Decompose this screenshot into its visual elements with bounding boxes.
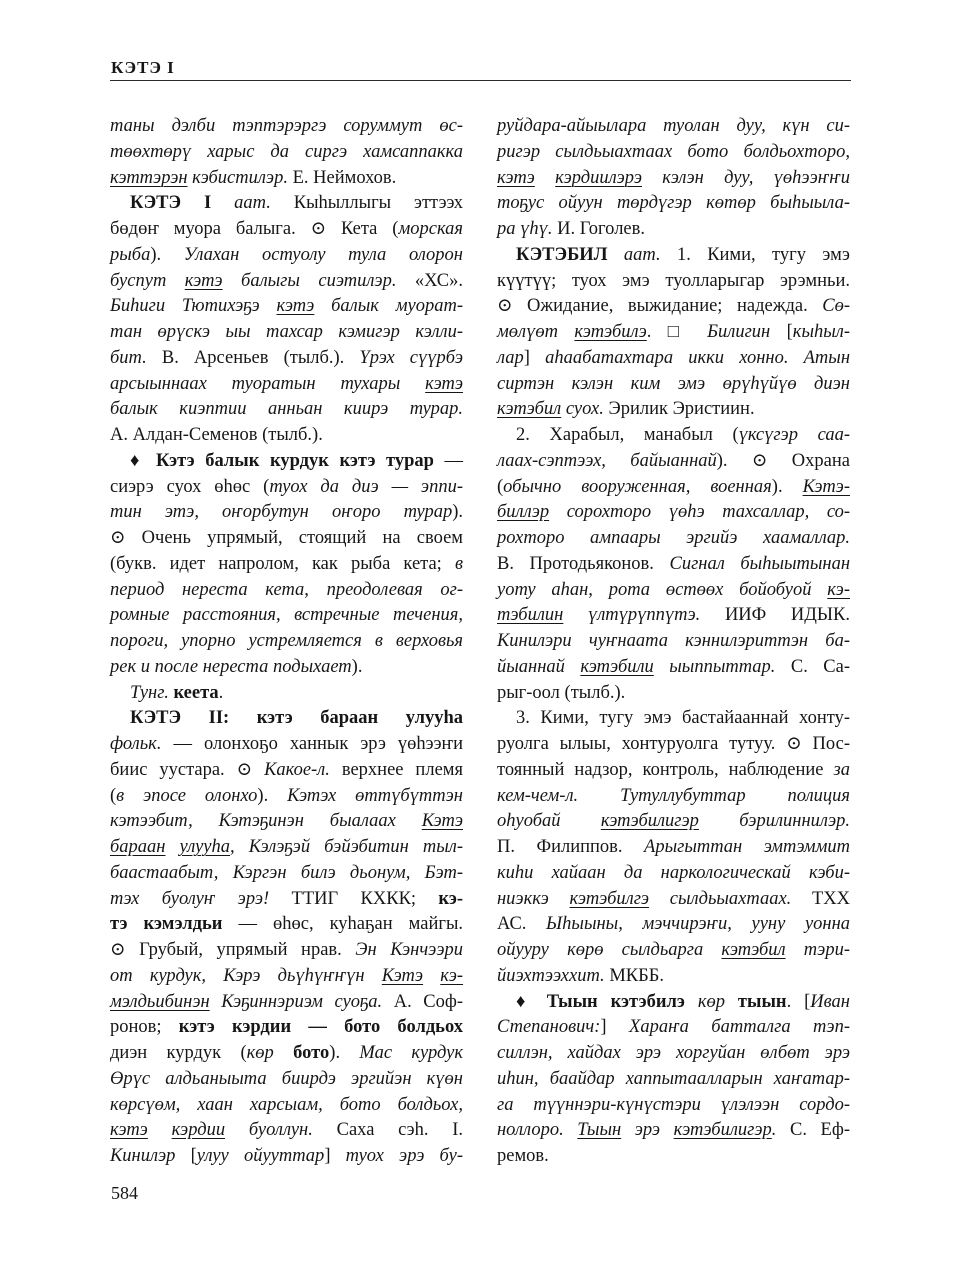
italic-text: таны дэлби тэптэрэргэ соруммут өс- <box>110 116 463 136</box>
text-run: В. Протодьяконов. <box>497 553 670 574</box>
paragraph <box>110 114 463 191</box>
text-run: сиэрэ суох өһөс ( <box>110 476 270 497</box>
italic-text: аат. <box>211 193 271 214</box>
paragraph <box>110 191 463 449</box>
left-column <box>110 114 463 1170</box>
text-line <box>497 1067 850 1093</box>
text-run: ронов; <box>110 1017 179 1038</box>
text-line <box>110 294 463 320</box>
text-run: ). <box>329 1043 360 1063</box>
text-run: А. Алдан-Семенов (тылб.). <box>110 425 323 445</box>
italic-text: лар <box>497 347 524 368</box>
text-line <box>110 1015 463 1041</box>
text-run: ] <box>523 347 546 368</box>
text-line <box>497 1118 850 1144</box>
italic-text <box>423 966 440 986</box>
italic-text: улуу ойууттар <box>196 1146 325 1166</box>
paragraph <box>497 243 850 423</box>
italic-text: Үрэх сүүрбэ <box>359 347 463 368</box>
text-run: ). <box>257 785 288 806</box>
underlined-word: Тыын <box>577 1120 622 1141</box>
italic-text: Кэҕиннэриэм суоҕа. <box>209 991 383 1012</box>
text-line <box>497 526 850 552</box>
underlined-word: тэбилин <box>497 605 564 626</box>
underlined-word: кэ- <box>827 579 850 600</box>
italic-text: Хараҥа батталга тэп- <box>629 1017 850 1038</box>
text-line <box>110 655 463 681</box>
text-run: . <box>218 682 224 703</box>
text-line <box>497 140 850 166</box>
text-line <box>497 835 850 861</box>
text-line <box>110 912 463 938</box>
underlined-word: кэтэ <box>110 1120 148 1141</box>
italic-text: ра үһү. <box>497 219 553 239</box>
italic-text: төөхтөрү харыс да сиргэ хамсаппакка <box>110 141 463 162</box>
italic-text: балык муорат- <box>314 296 463 317</box>
text-run <box>578 786 620 806</box>
italic-text: бэрилиннилэр. <box>698 811 850 832</box>
text-line <box>497 166 850 192</box>
paragraph <box>110 681 463 707</box>
italic-text: рохторо ампаары эргийэ хаамаллар. <box>497 528 850 548</box>
bold-text: ♦ Тыын кэтэбилэ <box>516 991 685 1012</box>
text-line <box>497 372 850 398</box>
italic-text: тоҕус ойуун төрдүгэр көтөр быһыыла- <box>497 193 850 214</box>
italic-text: сиртэн кэлэн ким эмэ өрүһүйүө диэн <box>497 373 850 394</box>
text-line <box>110 938 463 964</box>
text-line <box>110 552 463 578</box>
italic-text: көр <box>697 991 725 1012</box>
italic-text: ниэккэ <box>497 888 570 909</box>
text-run: ТХХ <box>791 888 850 909</box>
italic-text: Тутуллубуттар полиция <box>620 785 850 806</box>
text-line <box>110 681 463 707</box>
text-line <box>110 140 463 166</box>
text-line <box>110 397 463 423</box>
italic-text: . <box>771 1120 777 1141</box>
running-head: КЭТЭ I <box>111 58 175 77</box>
underlined-word: кэрдиилэрэ <box>555 167 642 188</box>
italic-text: в <box>454 553 463 574</box>
text-line <box>497 887 850 913</box>
underlined-word: кэтэ <box>425 373 463 394</box>
text-run: — <box>433 450 464 471</box>
text-run: . □ <box>646 322 708 342</box>
text-run: ТТИГ КХКК; <box>269 888 439 909</box>
text-line <box>497 500 850 526</box>
italic-text: рек и после нереста подыхает <box>110 656 352 677</box>
text-run: 1. Кими, тугу эмэ <box>660 244 850 265</box>
text-line <box>110 964 463 990</box>
italic-text: Ыһыыны, мэччирэҥи, ууну уонна <box>546 914 851 935</box>
italic-text: тин этэ, оҥорбутун оҥоро турар <box>110 502 453 523</box>
text-run: ). <box>452 502 463 523</box>
right-column <box>497 114 850 1170</box>
text-run: 2. Харабыл, манабыл ( <box>516 425 739 445</box>
italic-text: , Кэлэҕэй бэйэбитин тыл- <box>230 837 464 857</box>
underlined-word: кэтэбилигэр <box>600 811 699 832</box>
italic-text: Какое-л. <box>264 759 330 780</box>
italic-text: Кинилэри чуҥнаата кэннилэриттэн ба- <box>497 631 850 651</box>
italic-text: от курдук, Кэрэ дьүһүҥҥүн <box>110 965 382 986</box>
underlined-word: кэттэрэн <box>110 167 188 188</box>
text-run: руолга ылыы, хонтуруолга тутуу. ⊙ Пос- <box>497 734 850 754</box>
underlined-word: Кэтэ <box>421 811 463 832</box>
italic-text: Өрүс алдьаныыта биирдэ эргийэн күөн <box>110 1068 463 1089</box>
paragraph <box>110 706 463 1170</box>
italic-text: йиэхтээххит. <box>497 965 605 986</box>
text-line <box>110 1118 463 1144</box>
text-line <box>110 784 463 810</box>
text-run: 3. Кими, тугу эмэ бастайааннай хонту- <box>516 708 850 729</box>
italic-text: Степанович: <box>497 1017 601 1038</box>
text-line <box>110 1067 463 1093</box>
bold-text: кэ- <box>438 888 463 909</box>
text-run: ремов. <box>497 1146 549 1166</box>
italic-text: оһуобай <box>497 811 601 832</box>
italic-text: морская <box>398 219 463 239</box>
text-run: А. Соф- <box>382 991 463 1012</box>
text-run: верхнее племя <box>329 759 463 780</box>
italic-text <box>165 837 179 857</box>
text-line <box>110 320 463 346</box>
underlined-word: кэтэбилэ <box>574 322 647 342</box>
text-run <box>725 992 738 1012</box>
italic-text: силлэн, хайдах эрэ хоргуйан өлбөт эрэ <box>497 1043 850 1063</box>
italic-text: үксүгэр саа- <box>738 425 850 445</box>
text-line <box>110 166 463 192</box>
italic-text: балыгы сиэтилэр. <box>222 270 397 291</box>
italic-text: буспут <box>110 270 185 291</box>
bold-text: ♦ Кэтэ балык курдук кэтэ турар <box>130 450 434 471</box>
text-run: В. Арсеньев (тылб.). <box>146 347 360 368</box>
text-line <box>497 578 850 604</box>
text-line <box>110 475 463 501</box>
italic-text: иһин, баайдар хаппытаалларын хаҥатар- <box>497 1068 850 1089</box>
underlined-word: кэтэбилгэ <box>569 888 650 909</box>
italic-text: сылдьыахтаах. <box>649 888 792 909</box>
text-line <box>497 475 850 501</box>
text-line <box>110 372 463 398</box>
italic-text: аат. <box>607 244 661 265</box>
italic-text: кем-чем-л. <box>497 785 579 806</box>
italic-text: тэри- <box>785 940 850 960</box>
bold-text: КЭТЭ II: кэтэ бараан улууһа <box>130 708 463 729</box>
bold-text: бото <box>293 1043 330 1063</box>
text-line <box>110 500 463 526</box>
italic-text: кэбистилэр. <box>187 167 288 188</box>
paragraph <box>497 114 850 243</box>
text-run: ). <box>150 244 184 265</box>
text-run: «ХС». <box>396 270 464 291</box>
italic-text: көрсүөм, хаан харсыам, бото болдьох, <box>110 1094 463 1115</box>
text-run: ⊙ Ожидание, выжидание; надежда. <box>497 296 823 317</box>
text-run: биис уустара. ⊙ <box>110 759 265 780</box>
italic-text: Иван <box>810 991 850 1012</box>
italic-text: бит. <box>110 347 147 368</box>
text-line <box>497 1041 850 1067</box>
text-line <box>110 578 463 604</box>
text-line <box>110 269 463 295</box>
text-line <box>110 758 463 784</box>
text-line <box>110 191 463 217</box>
underlined-word: бараан <box>110 837 166 857</box>
bold-text: тыын <box>737 991 787 1012</box>
text-line <box>110 990 463 1016</box>
text-run: Эрилик Эристиин. <box>603 399 755 420</box>
text-line <box>497 243 850 269</box>
paragraph <box>110 449 463 681</box>
text-line <box>497 449 850 475</box>
underlined-word: кэтэбилигэр <box>673 1120 772 1141</box>
text-run: ). <box>351 656 363 677</box>
italic-text: фольк. <box>110 734 162 754</box>
italic-text: обычно вооруженная, военная <box>503 476 772 497</box>
italic-text: сорохторо үөһэ тахсаллар, со- <box>549 502 850 523</box>
italic-text: Мас курдук <box>359 1043 463 1063</box>
page-number: 584 <box>111 1183 138 1203</box>
text-line <box>497 938 850 964</box>
italic-text: Эн Кэнчээри <box>355 940 463 960</box>
text-run: ИИФ ИДЫК. <box>700 605 850 626</box>
text-line <box>110 835 463 861</box>
italic-text: тэх буолуҥ эрэ! <box>110 888 270 909</box>
text-line <box>497 912 850 938</box>
text-run: И. Гоголев. <box>552 219 645 239</box>
text-run: тоянный надзор, контроль, наблюдение <box>497 759 834 780</box>
text-line <box>110 629 463 655</box>
italic-text: Биһиги Тютихэҕэ <box>110 296 277 317</box>
text-line <box>110 526 463 552</box>
text-run: Саха сэһ. I. <box>312 1120 464 1141</box>
text-run: [ <box>770 322 793 342</box>
text-run: . [ <box>786 991 811 1012</box>
underlined-word: кэтэбили <box>580 656 654 677</box>
underlined-word: улууһа <box>179 837 231 857</box>
text-line <box>497 732 850 758</box>
underlined-word: кэрдии <box>171 1120 226 1141</box>
text-run: — олонхоҕо ханнык эрэ үөһээҥи <box>161 734 463 754</box>
italic-text: буоллун. <box>225 1120 313 1141</box>
italic-text: эрэ <box>621 1120 674 1141</box>
italic-text: уоту аһан, рота өстөөх бойобуой <box>497 579 828 600</box>
italic-text: суох. <box>561 399 604 420</box>
italic-text: мөлүөт <box>497 322 575 342</box>
text-run: ] <box>600 1017 630 1038</box>
text-run <box>685 992 698 1012</box>
italic-text: кэтээбит, Кэтэҕинэн быалаах <box>110 811 422 832</box>
underlined-word: Кэтэ- <box>802 476 850 497</box>
text-run: ( <box>497 476 504 497</box>
text-run: ⊙ Очень упрямый, стоящий на своем <box>110 528 463 548</box>
text-line <box>110 346 463 372</box>
text-line <box>110 1093 463 1119</box>
text-line <box>497 269 850 295</box>
text-line <box>497 990 850 1016</box>
text-line <box>497 1015 850 1041</box>
italic-text: за <box>833 759 850 780</box>
text-line <box>497 217 850 243</box>
italic-text: Тунг. <box>130 682 169 703</box>
text-line <box>497 320 850 346</box>
italic-text <box>535 168 555 188</box>
text-run: (букв. идет напролом, как рыба кета; <box>110 553 455 574</box>
underlined-word: биллэр <box>497 502 550 523</box>
text-line <box>497 397 850 423</box>
header-rule <box>110 80 851 81</box>
text-line <box>497 423 850 449</box>
text-run: — өһөс, куһаҕан майгы. <box>222 914 463 935</box>
paragraph <box>497 423 850 706</box>
text-line <box>497 552 850 578</box>
text-run: рыг-оол (тылб.). <box>497 682 626 703</box>
bold-text: КЭТЭ I <box>130 193 212 214</box>
text-line <box>110 809 463 835</box>
text-line <box>497 964 850 990</box>
text-run: диэн курдук ( <box>110 1043 247 1063</box>
italic-text: лаах-сэптээх, байыаннай <box>497 450 717 471</box>
italic-text: ромные расстояния, встречные течения, <box>110 605 463 626</box>
italic-text: ноллоро. <box>497 1120 578 1141</box>
underlined-word: мэлдьибинэн <box>110 991 210 1012</box>
italic-text: баастаабыт, Кэргэн билэ дьонум, Бэт- <box>110 862 463 883</box>
italic-text: руйдара-айыылара туолан дуу, күн си- <box>497 116 850 136</box>
italic-text: ойууру көрө сылдьарга <box>497 940 722 960</box>
italic-text: рыба <box>110 244 151 265</box>
text-line <box>110 449 463 475</box>
italic-text: ригэр сылдьыахтаах бото болдьохторо, <box>497 141 850 162</box>
italic-text: пороги, упорно устремляется в верховья <box>110 631 463 651</box>
text-line <box>497 655 850 681</box>
text-line <box>497 629 850 655</box>
italic-text: Сө- <box>822 296 850 317</box>
italic-text: период нереста кета, преодолевая ог- <box>110 579 463 600</box>
text-run: [ <box>190 1146 197 1166</box>
text-line <box>110 243 463 269</box>
text-run: Е. Неймохов. <box>287 167 397 188</box>
italic-text: га түүннэри-күнүстэри үлэлээн сордо- <box>497 1094 850 1115</box>
italic-text: киһи хайаан да наркологическай кэби- <box>497 862 850 883</box>
italic-text <box>148 1120 172 1140</box>
text-line <box>497 294 850 320</box>
underlined-word: кэтэбил <box>497 399 562 420</box>
text-line <box>497 784 850 810</box>
text-line <box>497 681 850 707</box>
italic-text: Сигнал быһыытынан <box>669 553 851 574</box>
text-line <box>110 603 463 629</box>
text-run: бөдөҥ муора балыга. ⊙ Кета ( <box>110 219 399 239</box>
italic-text: йыаннай <box>497 656 581 677</box>
underlined-word: кэтэ <box>497 167 535 188</box>
underlined-word: Кэтэ <box>381 965 424 986</box>
text-line <box>497 114 850 140</box>
italic-text: Кинилэр <box>110 1146 191 1166</box>
underlined-word: кэтэбил <box>721 940 786 960</box>
text-line <box>110 732 463 758</box>
text-line <box>497 1093 850 1119</box>
underlined-word: кэтэ <box>276 296 315 317</box>
bold-text: КЭТЭБИЛ <box>516 244 608 265</box>
italic-text: көр <box>246 1043 274 1063</box>
text-line <box>497 1144 850 1170</box>
bold-text: кеета <box>173 682 219 703</box>
text-run <box>526 914 546 934</box>
text-line <box>110 114 463 140</box>
italic-text: Кэтэх өттүбүттэн <box>287 785 463 806</box>
text-line <box>497 346 850 372</box>
text-line <box>497 706 850 732</box>
paragraph <box>497 706 850 989</box>
text-run: П. Филиппов. <box>497 837 645 857</box>
italic-text: Улахан остуолу тула олорон <box>183 244 463 265</box>
text-line <box>497 758 850 784</box>
italic-text: в эпосе олонхо <box>116 785 258 806</box>
paragraph <box>497 990 850 1170</box>
italic-text: аһаабатахтара икки хонно. Атын <box>545 347 850 368</box>
italic-text: үлтүрүппүтэ. <box>563 605 701 626</box>
italic-text: Билигин <box>707 322 771 342</box>
text-line <box>110 887 463 913</box>
text-run: ). ⊙ Охрана <box>716 450 850 471</box>
text-line <box>110 423 463 449</box>
italic-text: балык киэптии анньан киирэ турар. <box>110 399 463 420</box>
text-line <box>110 1041 463 1067</box>
italic-text: кэлэн дуу, үөһээҥҥи <box>641 167 850 188</box>
text-run <box>274 1043 293 1063</box>
text-run: МКББ. <box>604 965 664 986</box>
text-run: ). <box>771 476 803 497</box>
text-line <box>110 861 463 887</box>
text-line <box>110 1144 463 1170</box>
text-run: ⊙ Грубый, упрямый нрав. <box>110 940 356 960</box>
text-line <box>497 191 850 217</box>
text-run: С. Са- <box>775 656 850 677</box>
text-line <box>110 217 463 243</box>
text-run: АС. <box>497 914 527 935</box>
text-run: ] <box>324 1146 346 1166</box>
italic-text: арсыыннаах туоратын тухары <box>110 373 426 394</box>
text-line <box>497 861 850 887</box>
text-line <box>110 706 463 732</box>
text-run: ( <box>110 785 117 806</box>
text-run: С. Еф- <box>776 1120 850 1141</box>
italic-text: Арыгыттан эмтэммит <box>644 837 850 857</box>
italic-text: кыһыл- <box>792 322 850 342</box>
italic-text: тан өрүскэ ыы тахсар кэмигэр кэлли- <box>110 322 463 342</box>
text-run: күүтүү; туох эмэ туолларыгар эрэмньи. <box>497 270 850 291</box>
bold-text: тэ кэмэлдьи <box>110 914 223 935</box>
text-line <box>497 809 850 835</box>
italic-text: ыыппыттар. <box>653 656 776 677</box>
italic-text: туох эрэ бу- <box>345 1146 463 1166</box>
italic-text: туох да диэ — эппи- <box>269 476 463 497</box>
bold-text: кэтэ кэрдии — бото болдьох <box>178 1017 464 1038</box>
text-run: Кыһыллыгы эттээх <box>270 193 463 214</box>
underlined-word: кэтэ <box>184 270 223 291</box>
text-line <box>497 603 850 629</box>
underlined-word: кэ- <box>440 965 464 986</box>
